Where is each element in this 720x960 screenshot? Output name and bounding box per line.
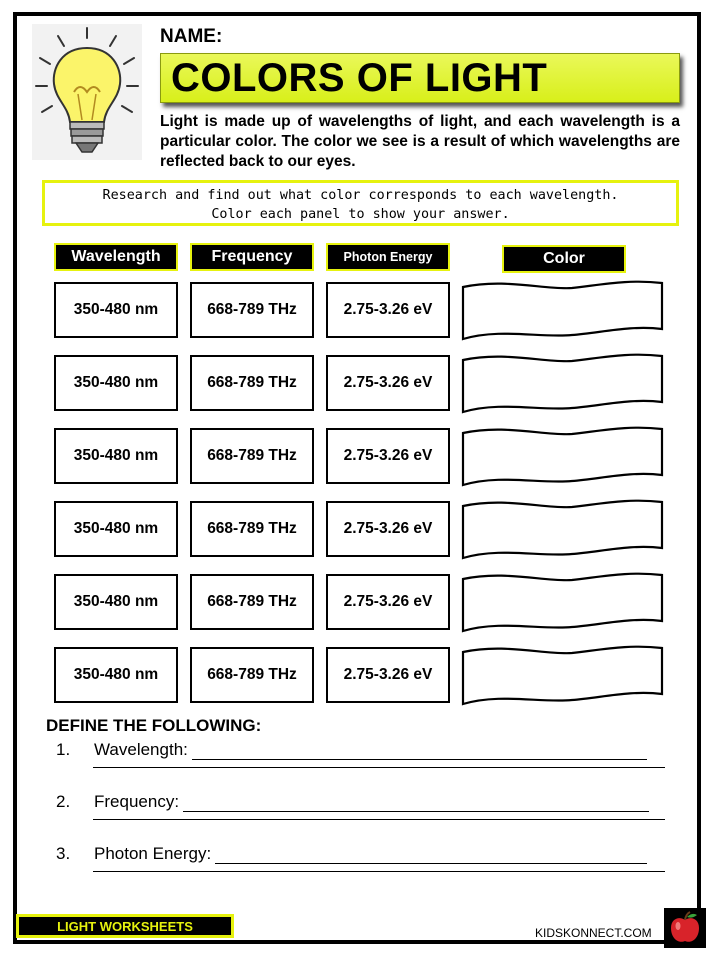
answer-line[interactable]: [192, 743, 647, 760]
photon-energy-cell: 2.75-3.26 eV: [326, 355, 450, 411]
lightbulb-icon: [32, 24, 142, 160]
page-title: COLORS OF LIGHT: [171, 56, 548, 100]
define-item-wavelength: [56, 740, 647, 760]
frequency-cell: 668-789 THz: [190, 355, 314, 411]
footer-tag-label: LIGHT WORKSHEETS: [57, 919, 193, 934]
footer-tag: [16, 914, 234, 938]
instructions-box: [42, 180, 679, 226]
define-item-number: 3.: [56, 844, 71, 863]
photon-energy-cell: 2.75-3.26 eV: [326, 428, 450, 484]
color-panel[interactable]: [460, 424, 666, 488]
answer-line[interactable]: [93, 819, 665, 820]
title-banner: [160, 53, 680, 103]
define-item-photon-energy: [56, 844, 647, 864]
header-frequency: Frequency: [190, 243, 314, 271]
answer-line[interactable]: [183, 795, 649, 812]
answer-line[interactable]: [215, 847, 647, 864]
header-wavelength: Wavelength: [54, 243, 178, 271]
wavelength-cell: 350-480 nm: [54, 574, 178, 630]
instructions-line-1: Research and find out what color corresponds to each wavelength.: [102, 188, 619, 203]
define-item-label: Wavelength:: [94, 740, 188, 759]
wavelength-cell: 350-480 nm: [54, 647, 178, 703]
photon-energy-cell: 2.75-3.26 eV: [326, 501, 450, 557]
color-panel[interactable]: [460, 351, 666, 415]
frequency-cell: 668-789 THz: [190, 574, 314, 630]
apple-logo-box: [664, 908, 706, 948]
photon-energy-cell: 2.75-3.26 eV: [326, 574, 450, 630]
define-item-number: 1.: [56, 740, 71, 759]
wavelength-cell: 350-480 nm: [54, 428, 178, 484]
define-item-frequency: [56, 792, 649, 812]
photon-energy-cell: 2.75-3.26 eV: [326, 647, 450, 703]
color-panel[interactable]: [460, 643, 666, 707]
wavelength-cell: 350-480 nm: [54, 501, 178, 557]
intro-paragraph: Light is made up of wavelengths of light, and each wavelength is a particular color. The color we see is a result of which wavelengths are reflected back to our eyes.: [160, 113, 680, 170]
frequency-cell: 668-789 THz: [190, 282, 314, 338]
photon-energy-cell: 2.75-3.26 eV: [326, 282, 450, 338]
header-photon-energy: Photon Energy: [326, 243, 450, 271]
color-panel[interactable]: [460, 278, 666, 342]
wavelength-cell: 350-480 nm: [54, 355, 178, 411]
header-color: Color: [502, 245, 626, 273]
answer-line[interactable]: [93, 871, 665, 872]
define-item-label: Photon Energy:: [94, 844, 212, 863]
wavelength-cell: 350-480 nm: [54, 282, 178, 338]
frequency-cell: 668-789 THz: [190, 501, 314, 557]
apple-icon: [664, 908, 706, 948]
define-item-number: 2.: [56, 792, 71, 811]
site-name: KIDSKONNECT.COM: [535, 926, 652, 940]
define-item-label: Frequency:: [94, 792, 180, 811]
define-title: DEFINE THE FOLLOWING:: [46, 716, 262, 735]
name-label: NAME:: [160, 26, 223, 47]
answer-line[interactable]: [93, 767, 665, 768]
instructions-line-2: Color each panel to show your answer.: [211, 207, 510, 222]
color-panel[interactable]: [460, 497, 666, 561]
color-panel[interactable]: [460, 570, 666, 634]
frequency-cell: 668-789 THz: [190, 647, 314, 703]
frequency-cell: 668-789 THz: [190, 428, 314, 484]
